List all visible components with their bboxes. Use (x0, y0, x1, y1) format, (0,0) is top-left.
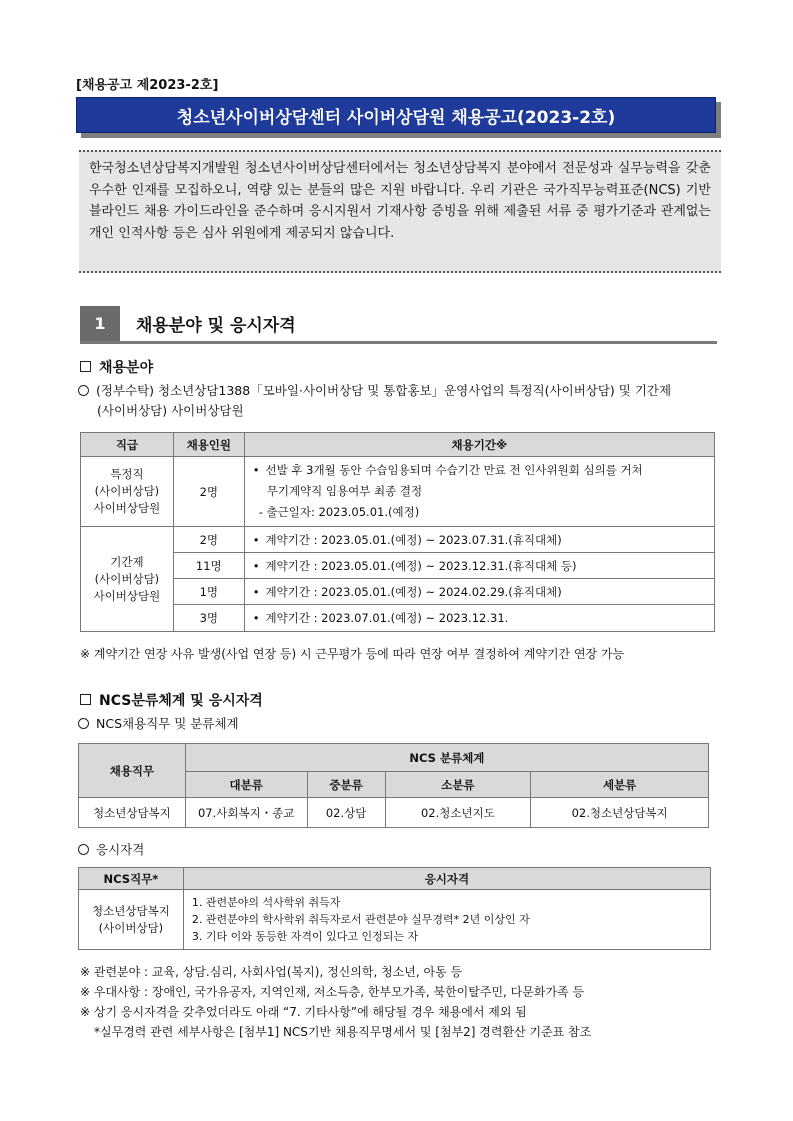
rank-cell (81, 457, 174, 527)
ncs-job-line: (사이버상담) (98, 920, 164, 935)
rank-line: (사이버상담) (94, 571, 160, 586)
note-item: *실무경력 관련 세부사항은 [첨부1] NCS기반 채용직무명세서 및 [첨부2] 경력환산 기준표 참조 (94, 1025, 592, 1039)
bullet-icon: • (252, 558, 260, 573)
bullet-icon: • (252, 584, 260, 599)
period-cell (244, 553, 714, 579)
ncs-heading-label: NCS분류체계 및 응시자격 (99, 693, 263, 709)
col-header-major: 대분류 (185, 772, 307, 798)
ncs-job-cell (79, 890, 184, 950)
col-header-ncs-job: NCS직무* (79, 868, 184, 890)
col-header-ncs-group: NCS 분류체계 (185, 744, 708, 772)
detail-cell: 02.청소년상담복지 (531, 798, 709, 828)
table-row (81, 605, 715, 632)
circle-bullet-icon (78, 844, 89, 855)
bullet-icon: • (252, 611, 260, 625)
ncs-sub2-label: 응시자격 (96, 842, 145, 857)
checkbox-square-icon (80, 361, 91, 372)
table-row (81, 457, 715, 527)
ncs-job-line: 청소년상담복지 (92, 903, 170, 918)
table-row (81, 527, 715, 553)
period-text: 계약기간 : 2023.05.01.(예정) ~ 2023.07.31.(휴직대체) (265, 532, 562, 547)
count-cell: 2명 (173, 527, 244, 553)
note-item: ※ 우대사항 : 장애인, 국가유공자, 지역인재, 저소득층, 한부모가족, 북한이탈주민, 다문화가족 등 (80, 985, 585, 999)
count-cell: 1명 (173, 579, 244, 605)
period-text: 계약기간 : 2023.05.01.(예정) ~ 2023.12.31.(휴직대체 등) (265, 558, 577, 573)
period-line: 선발 후 3개월 동안 수습임용되며 수습기간 만료 전 인사위원회 심의를 거쳐 (265, 463, 643, 477)
rank-line: 기간제 (110, 554, 144, 569)
recruit-table (80, 432, 715, 632)
table-row (79, 890, 711, 950)
period-cell (244, 527, 714, 553)
count-cell: 2명 (173, 457, 244, 527)
ncs-sub2 (78, 840, 144, 860)
col-header-rank: 직급 (81, 433, 174, 457)
recruit-note: ※ 계약기간 연장 사유 발생(사업 연장 등) 시 근무평가 등에 따라 연장 여부 결정하여 계약기간 연장 가능 (80, 647, 625, 661)
rank-line: (사이버상담) (94, 484, 160, 498)
circle-bullet-icon (78, 385, 89, 396)
bullet-icon: • (252, 463, 260, 477)
col-header-job: 채용직무 (79, 744, 186, 798)
period-text: 계약기간 : 2023.05.01.(예정) ~ 2024.02.29.(휴직대체) (265, 584, 562, 599)
rank-cell (81, 527, 174, 632)
col-header-count: 채용인원 (173, 433, 244, 457)
job-cell: 청소년상담복지 (79, 798, 186, 828)
minor-cell: 02.청소년지도 (385, 798, 531, 828)
period-text: 계약기간 : 2023.07.01.(예정) ~ 2023.12.31. (265, 611, 509, 625)
intro-paragraph: 한국청소년상담복지개발원 청소년사이버상담센터에서는 청소년상담복지 분야에서 전문성과 실무능력을 갖춘 우수한 인재를 모집하오니, 역량 있는 분들의 많은 지원 바랍니다. 우리 기관은 국가직무능력표준(NCS) 기반 블라인드 채용 가이드라인을 준수하며 응시지원서 기재사항 증빙을 위해 제출된 서류 중 평가기준과 관계없는 개인 인적사항 등은 심사 위원에게 제공되지 않습니다. (79, 150, 721, 273)
qualification-item: 3. 기타 이와 동등한 자격이 있다고 인정되는 자 (191, 930, 419, 943)
recruit-desc-line1: (정부수탁) 청소년상담1388「모바일·사이버상담 및 통합홍보」운영사업의 특정직(사이버상담) 및 기간제 (96, 383, 672, 398)
count-cell: 11명 (173, 553, 244, 579)
rank-line: 사이버상담원 (93, 501, 161, 515)
col-header-detail: 세분류 (531, 772, 709, 798)
table-row (81, 579, 715, 605)
circle-bullet-icon (78, 718, 89, 729)
section-number: 1 (80, 306, 120, 341)
qualification-table (78, 867, 711, 950)
section-title: 채용분야 및 응시자격 (136, 316, 296, 336)
ncs-table (78, 743, 709, 828)
bullet-icon: • (252, 532, 260, 547)
col-header-qualification: 응시자격 (183, 868, 710, 890)
note-item: ※ 상기 응시자격을 갖추었더라도 아래 “7. 기타사항”에 해당될 경우 채용에서 제외 됨 (80, 1005, 527, 1019)
ncs-sub1-label: NCS채용직무 및 분류체계 (96, 716, 239, 731)
notice-number: [채용공고 제2023-2호] (76, 78, 219, 93)
ncs-heading (80, 690, 263, 710)
recruit-heading (80, 357, 153, 377)
ncs-notes (80, 962, 591, 1042)
recruit-description (78, 381, 728, 421)
recruit-heading-label: 채용분야 (99, 360, 154, 376)
ncs-sub1 (78, 714, 239, 734)
major-cell: 07.사회복지・종교 (185, 798, 307, 828)
rank-line: 특정직 (110, 467, 144, 481)
qualification-cell (183, 890, 710, 950)
qualification-item: 1. 관련분야의 석사학위 취득자 (191, 896, 341, 909)
period-cell (244, 579, 714, 605)
checkbox-square-icon (80, 694, 91, 705)
middle-cell: 02.상담 (307, 798, 385, 828)
period-line: 무기계약직 임용여부 최종 결정 (266, 484, 423, 498)
note-item: ※ 관련분야 : 교육, 상담.심리, 사회사업(복지), 정신의학, 청소년, 아동 등 (80, 965, 463, 979)
col-header-middle: 중분류 (307, 772, 385, 798)
period-cell (244, 457, 714, 527)
rank-line: 사이버상담원 (93, 588, 161, 603)
count-cell: 3명 (173, 605, 244, 632)
section-header (80, 306, 717, 344)
period-line: - 출근일자: 2023.05.01.(예정) (258, 505, 420, 519)
page-title: 청소년사이버상담센터 사이버상담원 채용공고(2023-2호) (76, 97, 716, 133)
qualification-item: 2. 관련분야의 학사학위 취득자로서 관련분야 실무경력* 2년 이상인 자 (191, 913, 530, 926)
col-header-minor: 소분류 (385, 772, 531, 798)
period-cell (244, 605, 714, 632)
col-header-period: 채용기간※ (244, 433, 714, 457)
table-row (79, 798, 709, 828)
recruit-desc-line2: (사이버상담) 사이버상담원 (97, 403, 244, 418)
table-row (81, 553, 715, 579)
